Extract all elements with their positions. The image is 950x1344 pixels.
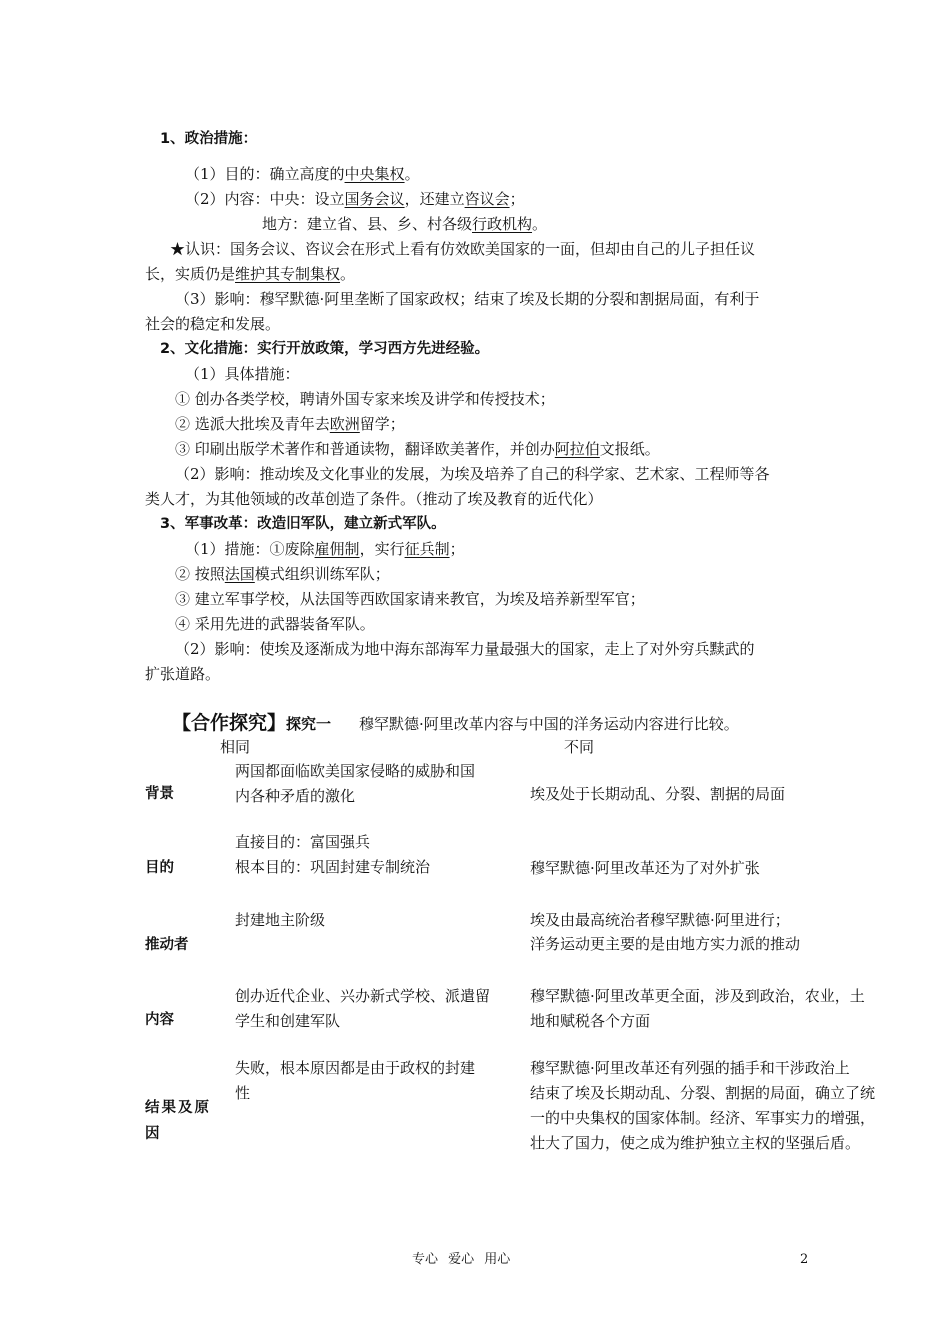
section1-heading: 1、政治措施：: [160, 131, 258, 147]
row-content-same-1: 创办近代企业、兴办新式学校、派遣留: [235, 987, 491, 1005]
row-label-content: 内容: [145, 1012, 174, 1028]
row-result-diff-4: 壮大了国力，使之成为维护独立主权的坚强后盾。: [530, 1134, 861, 1152]
row-result-same-1: 失败，根本原因都是由于政权的封建: [235, 1059, 476, 1077]
column-header-diff: 不同: [564, 738, 595, 756]
section3-measure3: ③ 建立军事学校，从法国等西欧国家请来教官，为埃及培养新型军官；: [175, 590, 645, 608]
section1-note-line2: 长，实质仍是维护其专制集权。: [145, 265, 356, 283]
section3-impact-line1: （2）影响：使埃及逐渐成为地中海东部海军力量最强大的国家，走上了对外穷兵黩武的: [175, 640, 755, 658]
row-background-same-1: 两国都面临欧美国家侵略的威胁和国: [235, 762, 476, 780]
row-label-promoter: 推动者: [145, 937, 189, 953]
section2-impact-line1: （2）影响：推动埃及文化事业的发展，为埃及培养了自己的科学家、艺术家、工程师等各: [175, 465, 770, 483]
row-content-diff-2: 地和赋税各个方面: [530, 1012, 651, 1030]
section1-impact-line2: 社会的稳定和发展。: [145, 315, 281, 333]
section1-purpose: （1）目的：确立高度的中央集权。: [185, 165, 420, 183]
row-background-diff-1: 埃及处于长期动乱、分裂、割据的局面: [530, 785, 786, 803]
row-purpose-same-2: 根本目的：巩固封建专制统治: [235, 858, 431, 876]
explore-sub-title: 探究一: [286, 715, 332, 733]
section2-item3: ③ 印刷出版学术著作和普通读物，翻译欧美著作，并创办阿拉伯文报纸。: [175, 440, 660, 458]
page-number: 2: [800, 1252, 809, 1267]
footer-motto: 专心 爱心 用心: [412, 1252, 511, 1267]
row-label-result-line2: 因: [145, 1126, 160, 1142]
row-result-same-2: 性: [235, 1084, 251, 1102]
row-promoter-diff-2: 洋务运动更主要的是由地方实力派的推动: [530, 935, 801, 953]
section2-measures: （1）具体措施：: [185, 365, 300, 383]
row-promoter-same-1: 封建地主阶级: [235, 911, 326, 929]
section1-note-line1: ★认识：国务会议、咨议会在形式上看有仿效欧美国家的一面，但却由自己的儿子担任议: [170, 240, 756, 258]
row-label-background: 背景: [145, 786, 174, 802]
explore-title: [172, 710, 739, 737]
column-header-same: 相同: [220, 738, 251, 756]
row-purpose-diff-1: 穆罕默德·阿里改革还为了对外扩张: [530, 859, 760, 877]
row-result-diff-2: 结束了埃及长期动乱、分裂、割据的局面，确立了统: [530, 1084, 876, 1102]
section3-heading: 3、军事改革：改造旧军队，建立新式军队。: [160, 516, 446, 532]
row-content-diff-1: 穆罕默德·阿里改革更全面，涉及到政治，农业，土: [530, 987, 865, 1005]
section2-heading: 2、文化措施：实行开放政策，学习西方先进经验。: [160, 341, 490, 357]
row-label-purpose: 目的: [145, 860, 174, 876]
section3-measure4: ④ 采用先进的武器装备军队。: [175, 615, 375, 633]
section3-measure1: （1）措施：①废除雇佣制，实行征兵制；: [185, 540, 465, 558]
section2-item1: ① 创办各类学校，聘请外国专家来埃及讲学和传授技术；: [175, 390, 555, 408]
section3-measure2: ② 按照法国模式组织训练军队；: [175, 565, 390, 583]
section2-impact-line2: 类人才，为其他领域的改革创造了条件。（推动了埃及教育的近代化）: [145, 490, 603, 508]
explore-desc: 穆罕默德·阿里改革内容与中国的洋务运动内容进行比较。: [359, 715, 739, 733]
row-label-result-line1: 结果及原: [145, 1100, 211, 1116]
section3-impact-line2: 扩张道路。: [145, 665, 221, 683]
explore-bracket-title: 【合作探究】: [172, 712, 287, 734]
row-background-same-2: 内各种矛盾的激化: [235, 787, 356, 805]
row-result-diff-3: 一的中央集权的国家体制。经济、军事实力的增强，: [530, 1109, 876, 1127]
section1-local: 地方：建立省、县、乡、村各级行政机构。: [262, 215, 548, 233]
row-result-diff-1: 穆罕默德·阿里改革还有列强的插手和干涉政治上: [530, 1059, 850, 1077]
section1-content: （2）内容：中央：设立国务会议，还建立咨议会；: [185, 190, 525, 208]
section2-item2: ② 选派大批埃及青年去欧洲留学；: [175, 415, 405, 433]
section1-impact-line1: （3）影响：穆罕默德·阿里垄断了国家政权；结束了埃及长期的分裂和割据局面，有利于: [175, 290, 760, 308]
row-content-same-2: 学生和创建军队: [235, 1012, 341, 1030]
row-purpose-same-1: 直接目的：富国强兵: [235, 833, 371, 851]
row-promoter-diff-1: 埃及由最高统治者穆罕默德·阿里进行；: [530, 911, 790, 929]
